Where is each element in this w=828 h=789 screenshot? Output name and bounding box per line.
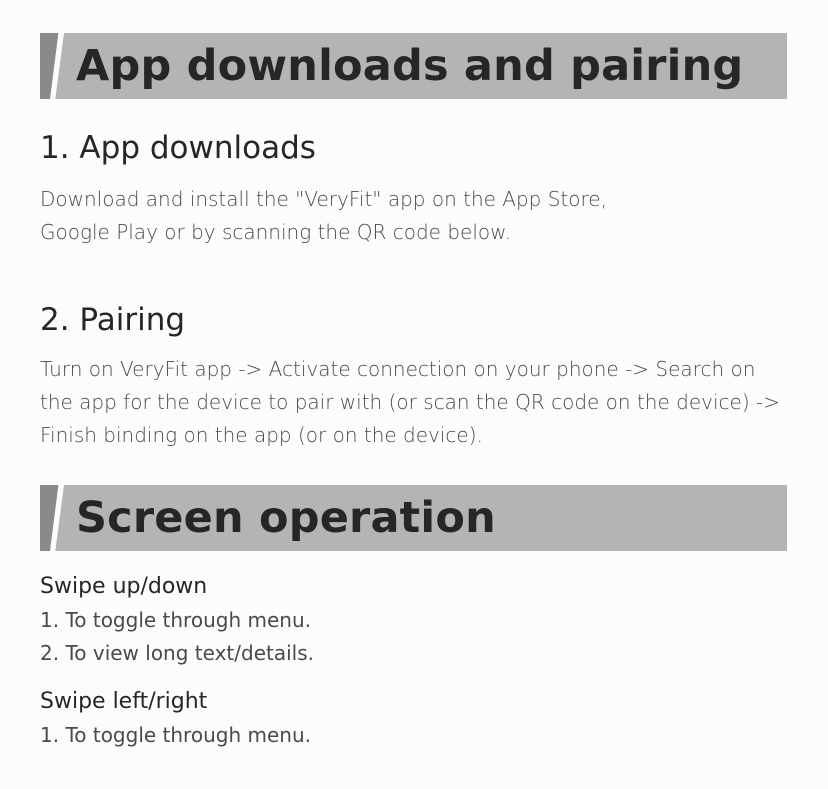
pairing-heading: 2. Pairing	[40, 302, 186, 338]
list-item: 1. To toggle through menu.	[40, 608, 311, 632]
app-downloads-heading: 1. App downloads	[40, 130, 316, 166]
swipe-up-down-label: Swipe up/down	[40, 574, 208, 599]
section-title: Screen operation	[76, 493, 496, 543]
section-title: App downloads and pairing	[76, 41, 744, 91]
pairing-text: Turn on VeryFit app -> Activate connection on your phone -> Search on the app for the device to pair with (or scan the QR code on the device) -> Finish binding on the app (or on the device).	[40, 357, 780, 447]
section-banner-app-downloads	[40, 33, 787, 99]
list-item: 1. To toggle through menu.	[40, 723, 311, 747]
list-item: 2. To view long text/details.	[40, 641, 314, 665]
app-downloads-text: Download and install the "VeryFit" app on the App Store, Google Play or by scanning the QR code below.	[40, 187, 607, 244]
section-banner-screen-operation	[40, 485, 787, 551]
swipe-left-right-label: Swipe left/right	[40, 689, 208, 714]
